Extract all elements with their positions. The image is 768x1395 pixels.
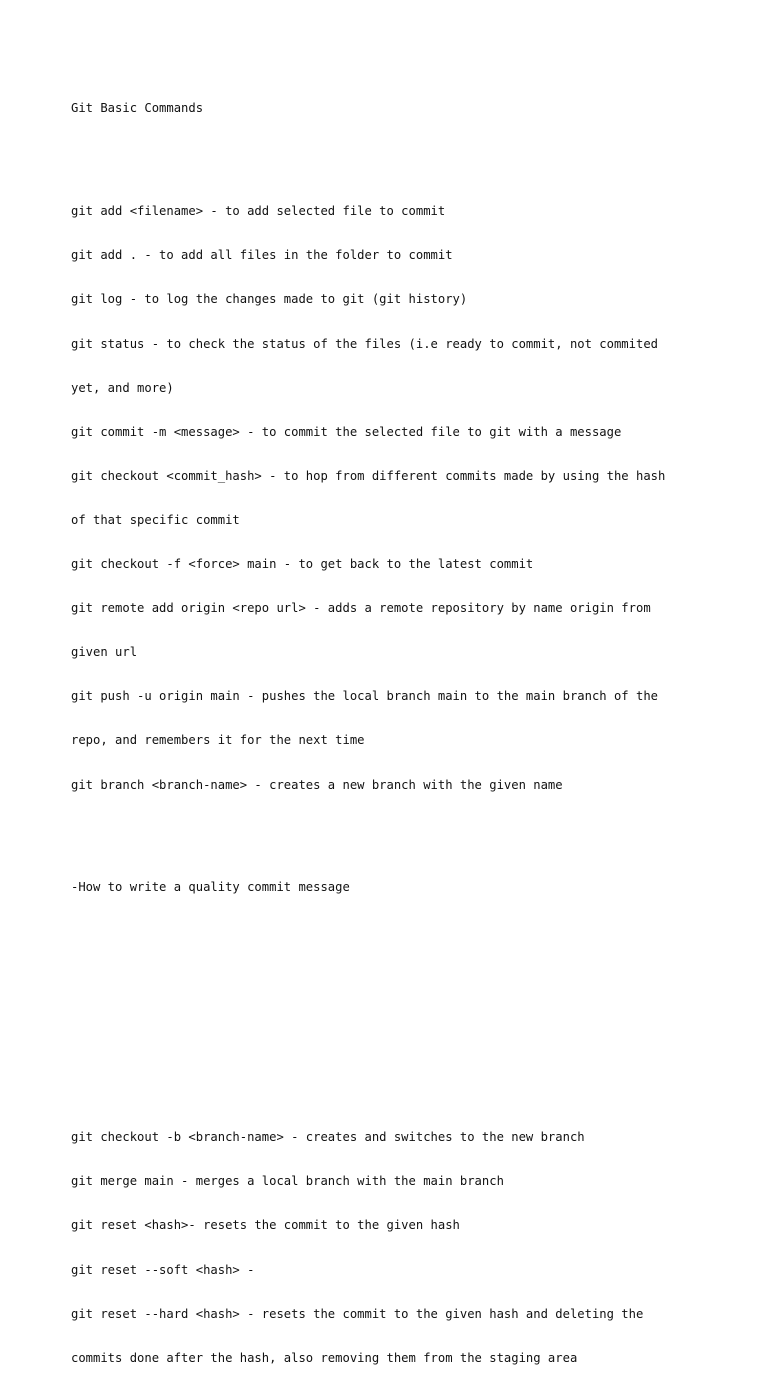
document-text [71, 72, 711, 1395]
text-line: git remote add origin <repo url> - adds a remote repository by name origin from [71, 601, 651, 616]
text-line: repo, and remembers it for the next time [71, 733, 365, 748]
text-line: git checkout -f <force> main - to get back to the latest commit [71, 557, 534, 572]
blank-line [71, 1071, 711, 1086]
text-line: git reset <hash>- resets the commit to the given hash [71, 1218, 460, 1233]
text-line: git reset --soft <hash> - [71, 1262, 255, 1277]
text-line: git log - to log the changes made to git (git history) [71, 292, 468, 307]
blank-line [71, 1027, 711, 1042]
text-line: commits done after the hash, also removing them from the staging area [71, 1350, 578, 1365]
blank-line [71, 836, 711, 851]
text-line: git merge main - merges a local branch with the main branch [71, 1174, 504, 1189]
text-line: yet, and more) [71, 380, 174, 395]
text-line: git add <filename> - to add selected file to commit [71, 204, 446, 219]
text-line: given url [71, 645, 138, 660]
text-line: git status - to check the status of the files (i.e ready to commit, not commited [71, 336, 658, 351]
text-line: of that specific commit [71, 512, 240, 527]
blank-line [71, 939, 711, 954]
text-line: git push -u origin main - pushes the local branch main to the main branch of the [71, 689, 658, 704]
text-line: git checkout <commit_hash> - to hop from different commits made by using the hash [71, 468, 666, 483]
text-line: git checkout -b <branch-name> - creates and switches to the new branch [71, 1130, 585, 1145]
text-line: git branch <branch-name> - creates a new branch with the given name [71, 777, 563, 792]
blank-line [71, 983, 711, 998]
text-line: git commit -m <message> - to commit the selected file to git with a message [71, 424, 622, 439]
text-line: git add . - to add all files in the folder to commit [71, 248, 453, 263]
blank-line [71, 146, 711, 161]
text-line: git reset --hard <hash> - resets the commit to the given hash and deleting the [71, 1306, 644, 1321]
note-line: -How to write a quality commit message [71, 880, 350, 895]
document-title: Git Basic Commands [71, 101, 204, 116]
